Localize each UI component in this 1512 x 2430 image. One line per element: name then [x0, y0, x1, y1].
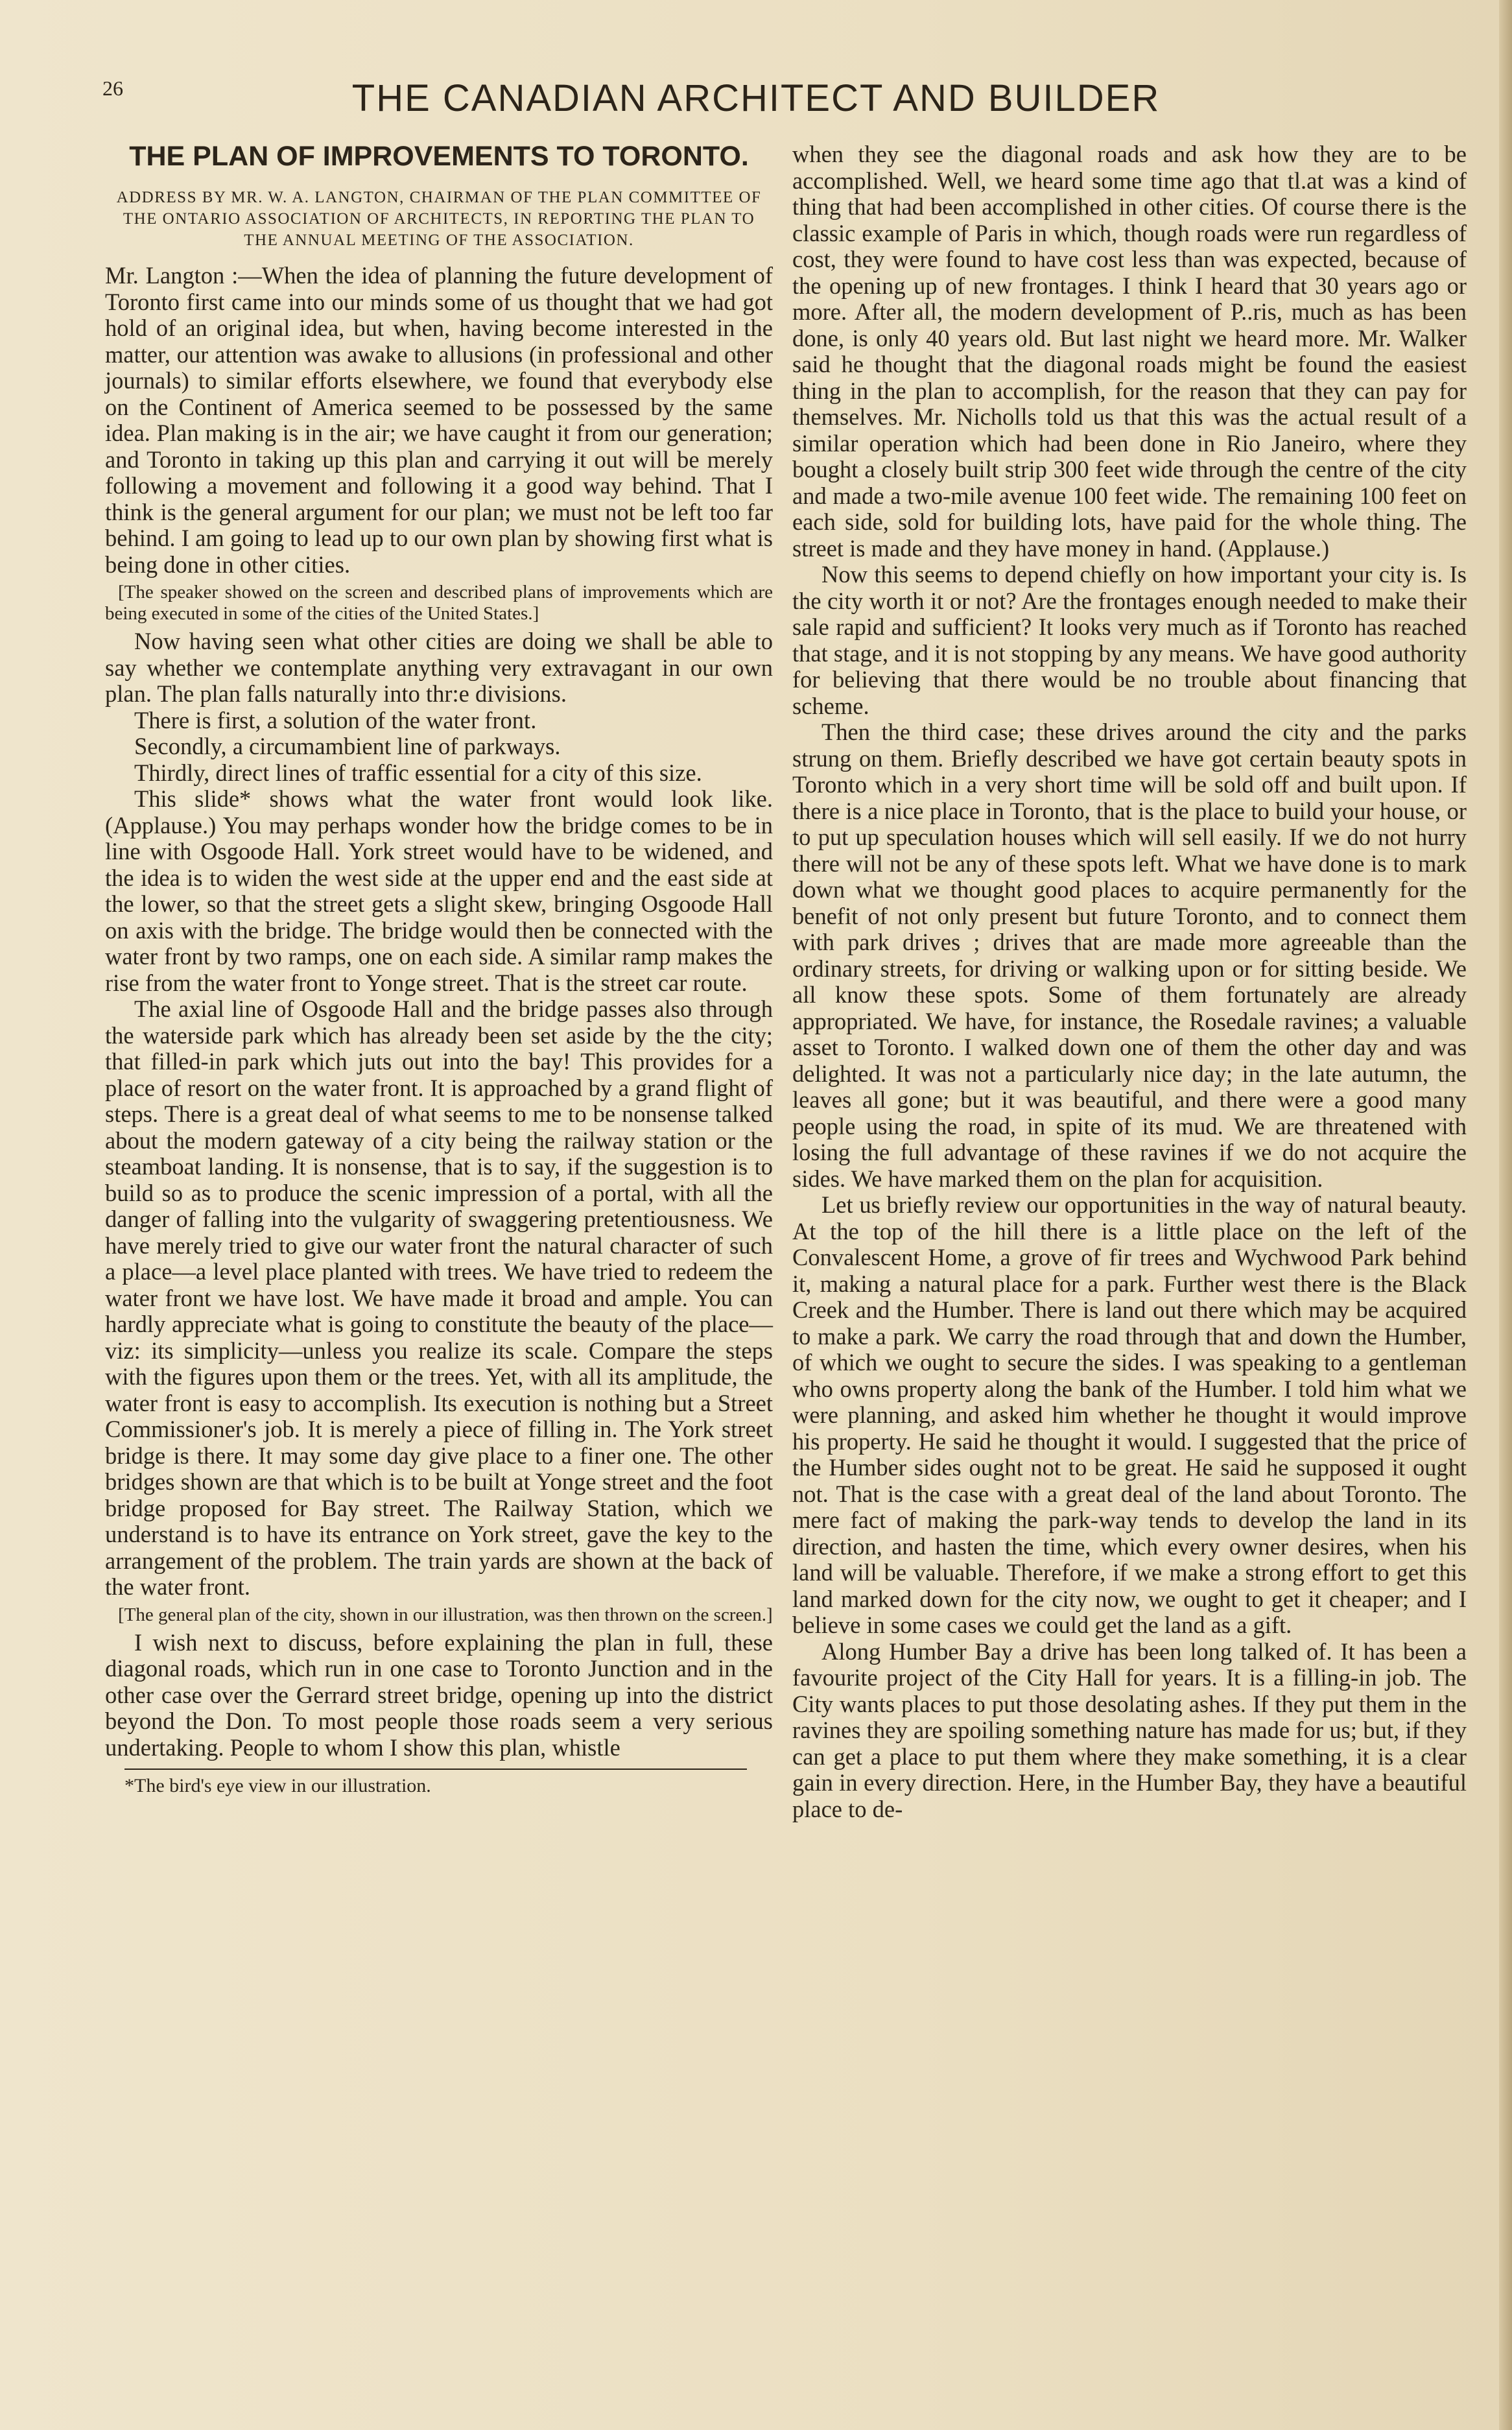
paragraph: Now having seen what other cities are doing we shall be able to say whether we contemplate anything very extravagant in our own plan. The plan falls naturally into thr:e divisions.: [105, 628, 773, 707]
footnote-rule: [124, 1769, 747, 1770]
paragraph: Let us briefly review our opportunities in the way of natural beauty. At the top of the hill there is a little place on the left of the Convalescent Home, a grove of fir trees and Wychwood Park behind it, making a natural place for a park. Further west there is the Black Creek and the Humber. There is land out there which may be acquired to make a park. We carry the road through that and down the Humber, of which we ought to secure the sides. I was speaking to a gentleman who owns property along the bank of the Humber. I told him what we were planning, and asked him whether he thought it would improve his property. He said he thought it would. I suggested that the price of the Humber sides ought not to be great. He said he supposed it ought not. That is the case with a great deal of the land about Toronto. The mere fact of making the park-way tends to develop the land in its direction, and hasten the time, which every owner desires, when his land will be valuable. Therefore, if we make a strong effort to get this land marked down for the city now, we ought to get it cheaper; and I believe in some cases we could get the land as a gift.: [792, 1191, 1467, 1638]
paragraph: Secondly, a circumambient line of parkways.: [134, 733, 561, 759]
editorial-note: [The general plan of the city, shown in our illustration, was then thrown on the screen.]: [118, 1604, 773, 1625]
paragraph: Then the third case; these drives around the city and the parks strung on them. Briefly described we have got certain beauty spots in Toronto which in a very short time will be sold off and built upon. If there is a nice place in Toronto, that is the place to build your house, or to put up speculation houses which will sell easily. If we do not hurry there will not be any of these spots left. What we have done is to mark down what we thought good places to acquire permanently for the benefit of not only present but future Toronto, and to connect them with park drives ; drives that are made more agreeable than the ordinary streets, for driving or walking upon or for sitting beside. We all know these spots. Some of them fortunately are already appropriated. We have, for instance, the Rosedale ravines; a valuable asset to Toronto. I walked down one of them the other day and was delighted. It was not a particularly nice day; in the late autumn, the leaves all gone; but it was beautiful, and there were a good many people using the road, in spite of its mud. We are threatened with losing the full advantage of these ravines if we do not acquire the sides. We have marked them on the plan for acquisition.: [792, 719, 1467, 1192]
paragraph: when they see the diagonal roads and ask how they are to be accomplished. Well, we heard some time ago that tl.at was a kind of thing that had been accomplished in other cities. Of course there is the classic example of Paris in which, though roads were run regardless of cost, they were found to have cost less than was expected, because of the opening up of new frontages. I think I heard that 30 years ago or more. After all, the modern development of P..ris, much as has been done, is only 40 years old. But last night we heard more. Mr. Walker said he thought that the diagonal roads might be found the easiest thing in the plan to accomplish, for the reason that they can pay for themselves. Mr. Nicholls told us that this was the actual result of a similar operation which had been done in Rio Janeiro, where they bought a closely built strip 300 feet wide through the centre of the city and made a two-mile avenue 100 feet wide. The remaining 100 feet on each side, sold for building lots, have paid for the whole thing. The street is made and they have money in hand. (Applause.): [792, 141, 1467, 562]
paragraph: Thirdly, direct lines of traffic essential for a city of this size.: [134, 759, 702, 786]
paragraph: Now this seems to depend chiefly on how important your city is. Is the city worth it or not? Are the frontages enough needed to make their sale rapid and sufficient? It looks very much as if Toronto has reached that stage, and it is not stopping by any means. We have good authority for believing that there would be no trouble about financing that scheme.: [792, 561, 1467, 719]
page-edge: [1499, 0, 1512, 2430]
editorial-note: [The speaker showed on the screen and described plans of improvements which are being executed in some of the cities of the United States.]: [105, 582, 773, 624]
paragraph: The axial line of Osgoode Hall and the bridge passes also through the waterside park which has already been set aside by the the city; that filled-in park which juts out into the bay! This provides for a place of resort on the water front. It is approached by a grand flight of steps. There is a great deal of what seems to me to be nonsense talked about the modern gateway of a city being the railway station or the steamboat landing. It is nonsense, that is to say, if the suggestion is to build so as to produce the scenic impression of a portal, with all the danger of falling into the vulgarity of swaggering pretentiousness. We have merely tried to give our water front the natural character of such a place—a level place planted with trees. We have tried to redeem the water front we have lost. We have made it broad and ample. You can hardly appreciate what is going to constitute the beauty of the place—viz: its simplicity—unless you realize its scale. Compare the steps with the figures upon them or the trees. Yet, with all its amplitude, the water front is easy to accomplish. Its execution is nothing but a Street Commissioner's job. It is merely a piece of filling in. The York street bridge is there. It may some day give place to a finer one. The other bridges shown are that which is to be built at Yonge street and the foot bridge proposed for Bay street. The Railway Station, which we understand is to have its entrance on York street, gave the key to the arrangement of the problem. The train yards are shown at the back of the water front.: [105, 995, 773, 1600]
paragraph: Mr. Langton :—When the idea of planning the future development of Toronto first came into our minds some of us thought that we had got hold of an original idea, but when, having become interested in the matter, our attention was awake to allusions (in professional and other journals) to similar efforts elsewhere, we found that everybody else on the Continent of America seemed to be possessed by the same idea. Plan making is in the air; we have caught it from our generation; and Toronto in taking up this plan and carrying it out will be merely following a movement and following it a good way behind. That I think is the general argument for our plan; we must not be left too far behind. I am going to lead up to our own plan by showing first what is being done in other cities.: [105, 262, 773, 578]
paragraph: Along Humber Bay a drive has been long talked of. It has been a favourite project of the City Hall for years. It is a filling-in job. The City wants places to put those desolating ashes. If they put them in the ravines they are spoiling something nature has made for us; but, if they can get a place to put them where they make something, it is a clear gain in every direction. Here, in the Humber Bay, they have a beautiful place to de-: [792, 1638, 1467, 1822]
left-column: [105, 141, 773, 1797]
paragraph: I wish next to discuss, before explaining the plan in full, these diagonal roads, which run in one case to Toronto Junction and in the other case over the Gerrard street bridge, opening up into the district beyond the Don. To most people those roads seem a very serious undertaking. People to whom I show this plan, whistle: [105, 1628, 773, 1761]
paragraph: There is first, a solution of the water front.: [134, 706, 537, 733]
page-number: 26: [102, 77, 123, 100]
paragraph: This slide* shows what the water front would look like. (Applause.) You may perhaps wonder how the bridge comes to be in line with Osgoode Hall. York street would have to be widened, and the idea is to widen the west side at the upper end and the east side at the lower, so that the street gets a slight skew, bringing Osgoode Hall on axis with the bridge. The bridge would then be connected with the water front by two ramps, one on each side. A similar ramp makes the rise from the water front to Yonge street. That is the street car route.: [105, 785, 773, 996]
footnote: *The bird's eye view in our illustration.: [124, 1775, 431, 1796]
article-subtitle: ADDRESS BY MR. W. A. LANGTON, CHAIRMAN OF THE PLAN COMMITTEE OF THE ONTARIO ASSOCIATION OF ARCHITECTS, IN REPORTING THE PLAN TO THE ANNUAL MEETING OF THE ASSOCIATION.: [116, 189, 762, 249]
article-title: THE PLAN OF IMPROVEMENTS TO TORONTO.: [129, 141, 749, 172]
running-head: THE CANADIAN ARCHITECT AND BUILDER: [351, 77, 1161, 119]
right-column: [792, 141, 1467, 1822]
